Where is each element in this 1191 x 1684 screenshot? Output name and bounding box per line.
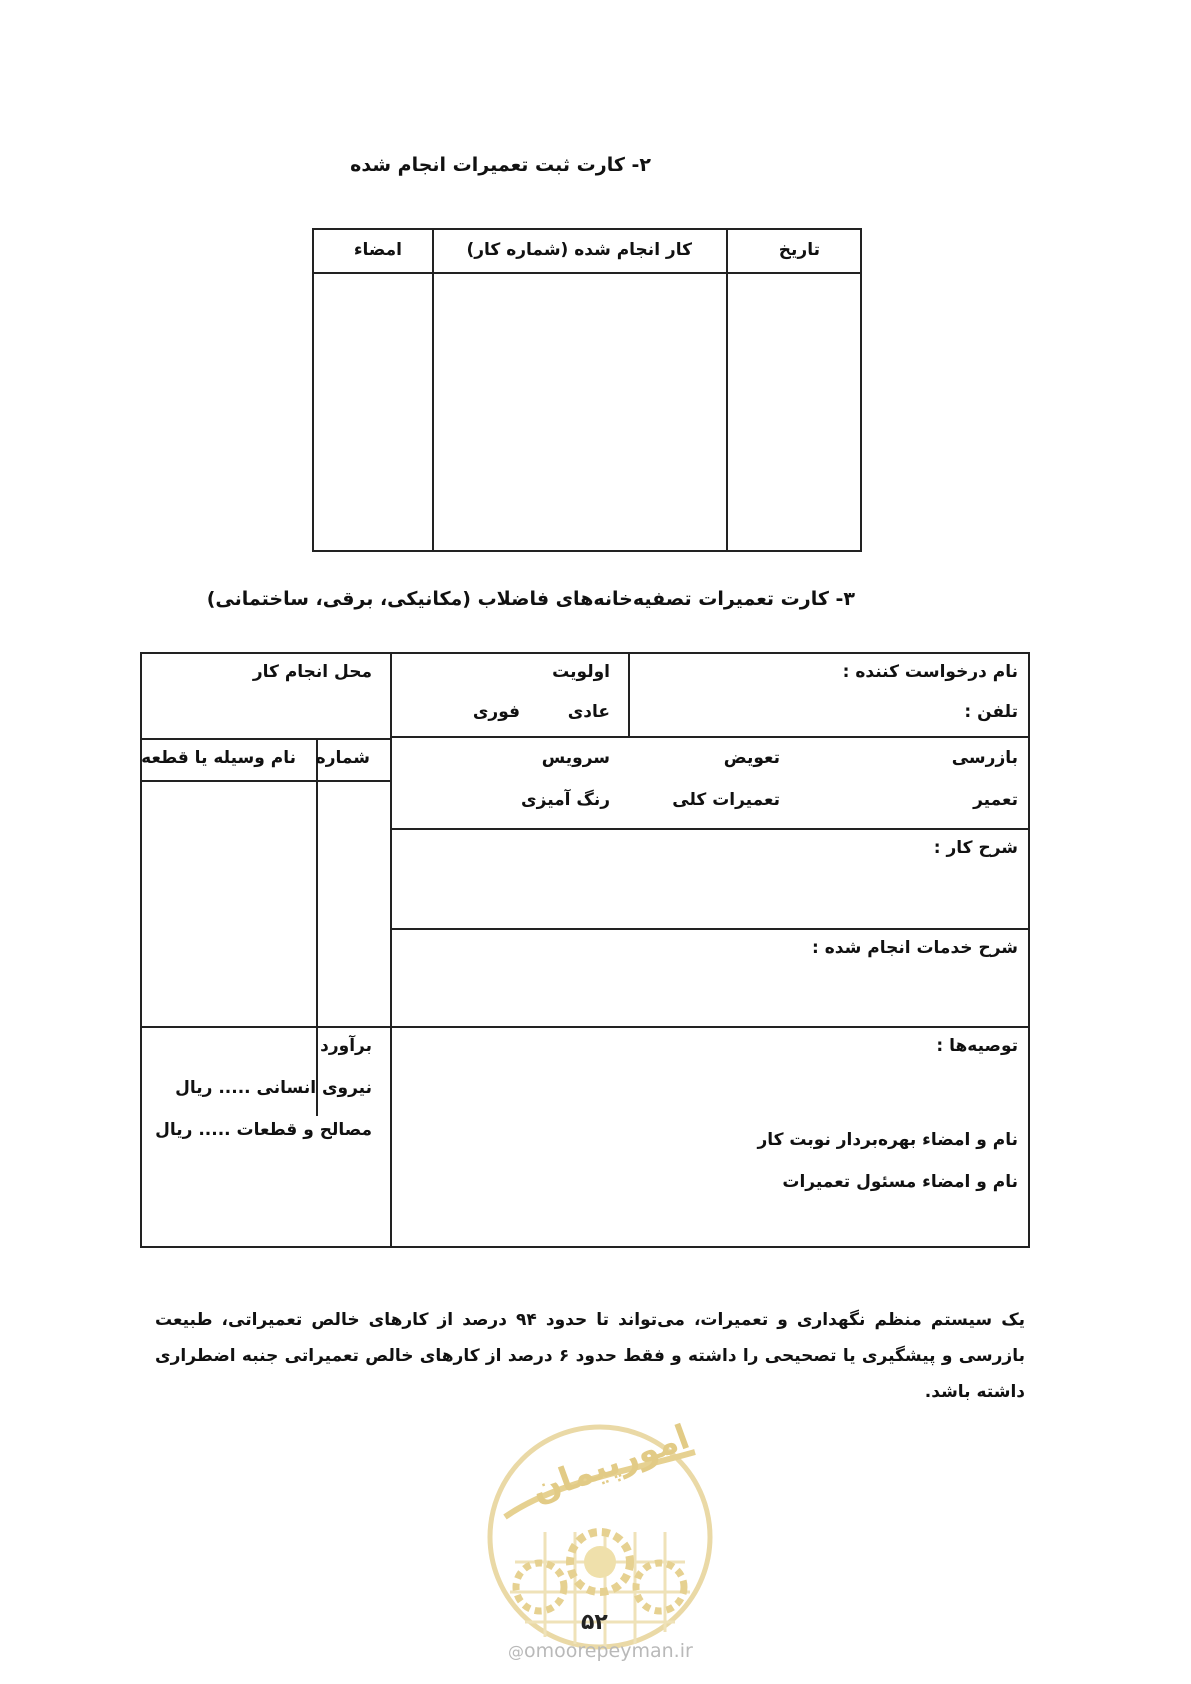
materials-cost-label: مصالح و قطعات ..... ریال xyxy=(155,1120,372,1140)
section3-title: ۳- کارت تعمیرات تصفیه‌خانه‌های فاضلاب (مکانیکی، برقی، ساختمانی) xyxy=(206,588,855,610)
priority-label: اولویت xyxy=(552,662,610,682)
repair-manager-signature-label: نام و امضاء مسئول تعمیرات xyxy=(782,1172,1018,1192)
priority-normal: عادی xyxy=(567,702,610,722)
watermark-logo xyxy=(485,1417,715,1652)
work-type-painting: رنگ آمیزی xyxy=(521,790,610,810)
body-paragraph: یک سیستم منظم نگهداری و تعمیرات، می‌تواند تا حدود ۹۴ درصد از کارهای خالص تعمیراتی، طبیعت بازرسی و پیشگیری یا تصحیحی را داشته و فقط حدود ۶ درصد از کارهای خالص تعمیراتی جنبه اضطراری داشته باشد. xyxy=(155,1310,1025,1402)
part-name-header: نام وسیله یا قطعه xyxy=(141,748,296,768)
watermark-site-text: omoorepeyman.ir xyxy=(524,1640,693,1662)
recommendations-label: توصیه‌ها : xyxy=(936,1036,1018,1056)
priority-urgent: فوری xyxy=(472,702,520,722)
work-type-overhaul: تعمیرات کلی xyxy=(672,790,780,810)
header-work-done: کار انجام شده (شماره کار) xyxy=(466,240,692,260)
maintenance-request-card xyxy=(140,652,1030,1248)
work-description-label: شرح کار : xyxy=(933,838,1018,858)
repair-log-table xyxy=(312,228,862,552)
work-type-repair: تعمیر xyxy=(973,790,1018,810)
watermark-site xyxy=(508,1640,693,1662)
work-type-inspection: بازرسی xyxy=(951,748,1018,768)
work-type-service: سرویس xyxy=(541,748,610,768)
work-type-replacement: تعویض xyxy=(723,748,780,768)
work-location-label: محل انجام کار xyxy=(252,662,372,682)
phone-label: تلفن : xyxy=(964,702,1018,722)
page-number: ۵۲ xyxy=(581,1610,608,1635)
estimate-label: برآورد xyxy=(320,1036,372,1056)
at-icon: @ xyxy=(508,1642,524,1661)
labor-cost-label: نیروی انسانی ..... ریال xyxy=(175,1078,372,1098)
header-signature: امضاء xyxy=(353,240,402,260)
operator-signature-label: نام و امضاء بهره‌بردار نوبت کار xyxy=(757,1130,1018,1150)
header-date: تاریخ xyxy=(778,240,820,260)
services-description-label: شرح خدمات انجام شده : xyxy=(812,938,1018,958)
number-header: شماره xyxy=(315,748,370,768)
section2-title: ۲- کارت ثبت تعمیرات انجام شده xyxy=(350,154,651,176)
requester-name-label: نام درخواست کننده : xyxy=(842,662,1018,682)
watermark-logo-text: امورپیمان xyxy=(526,1417,695,1511)
